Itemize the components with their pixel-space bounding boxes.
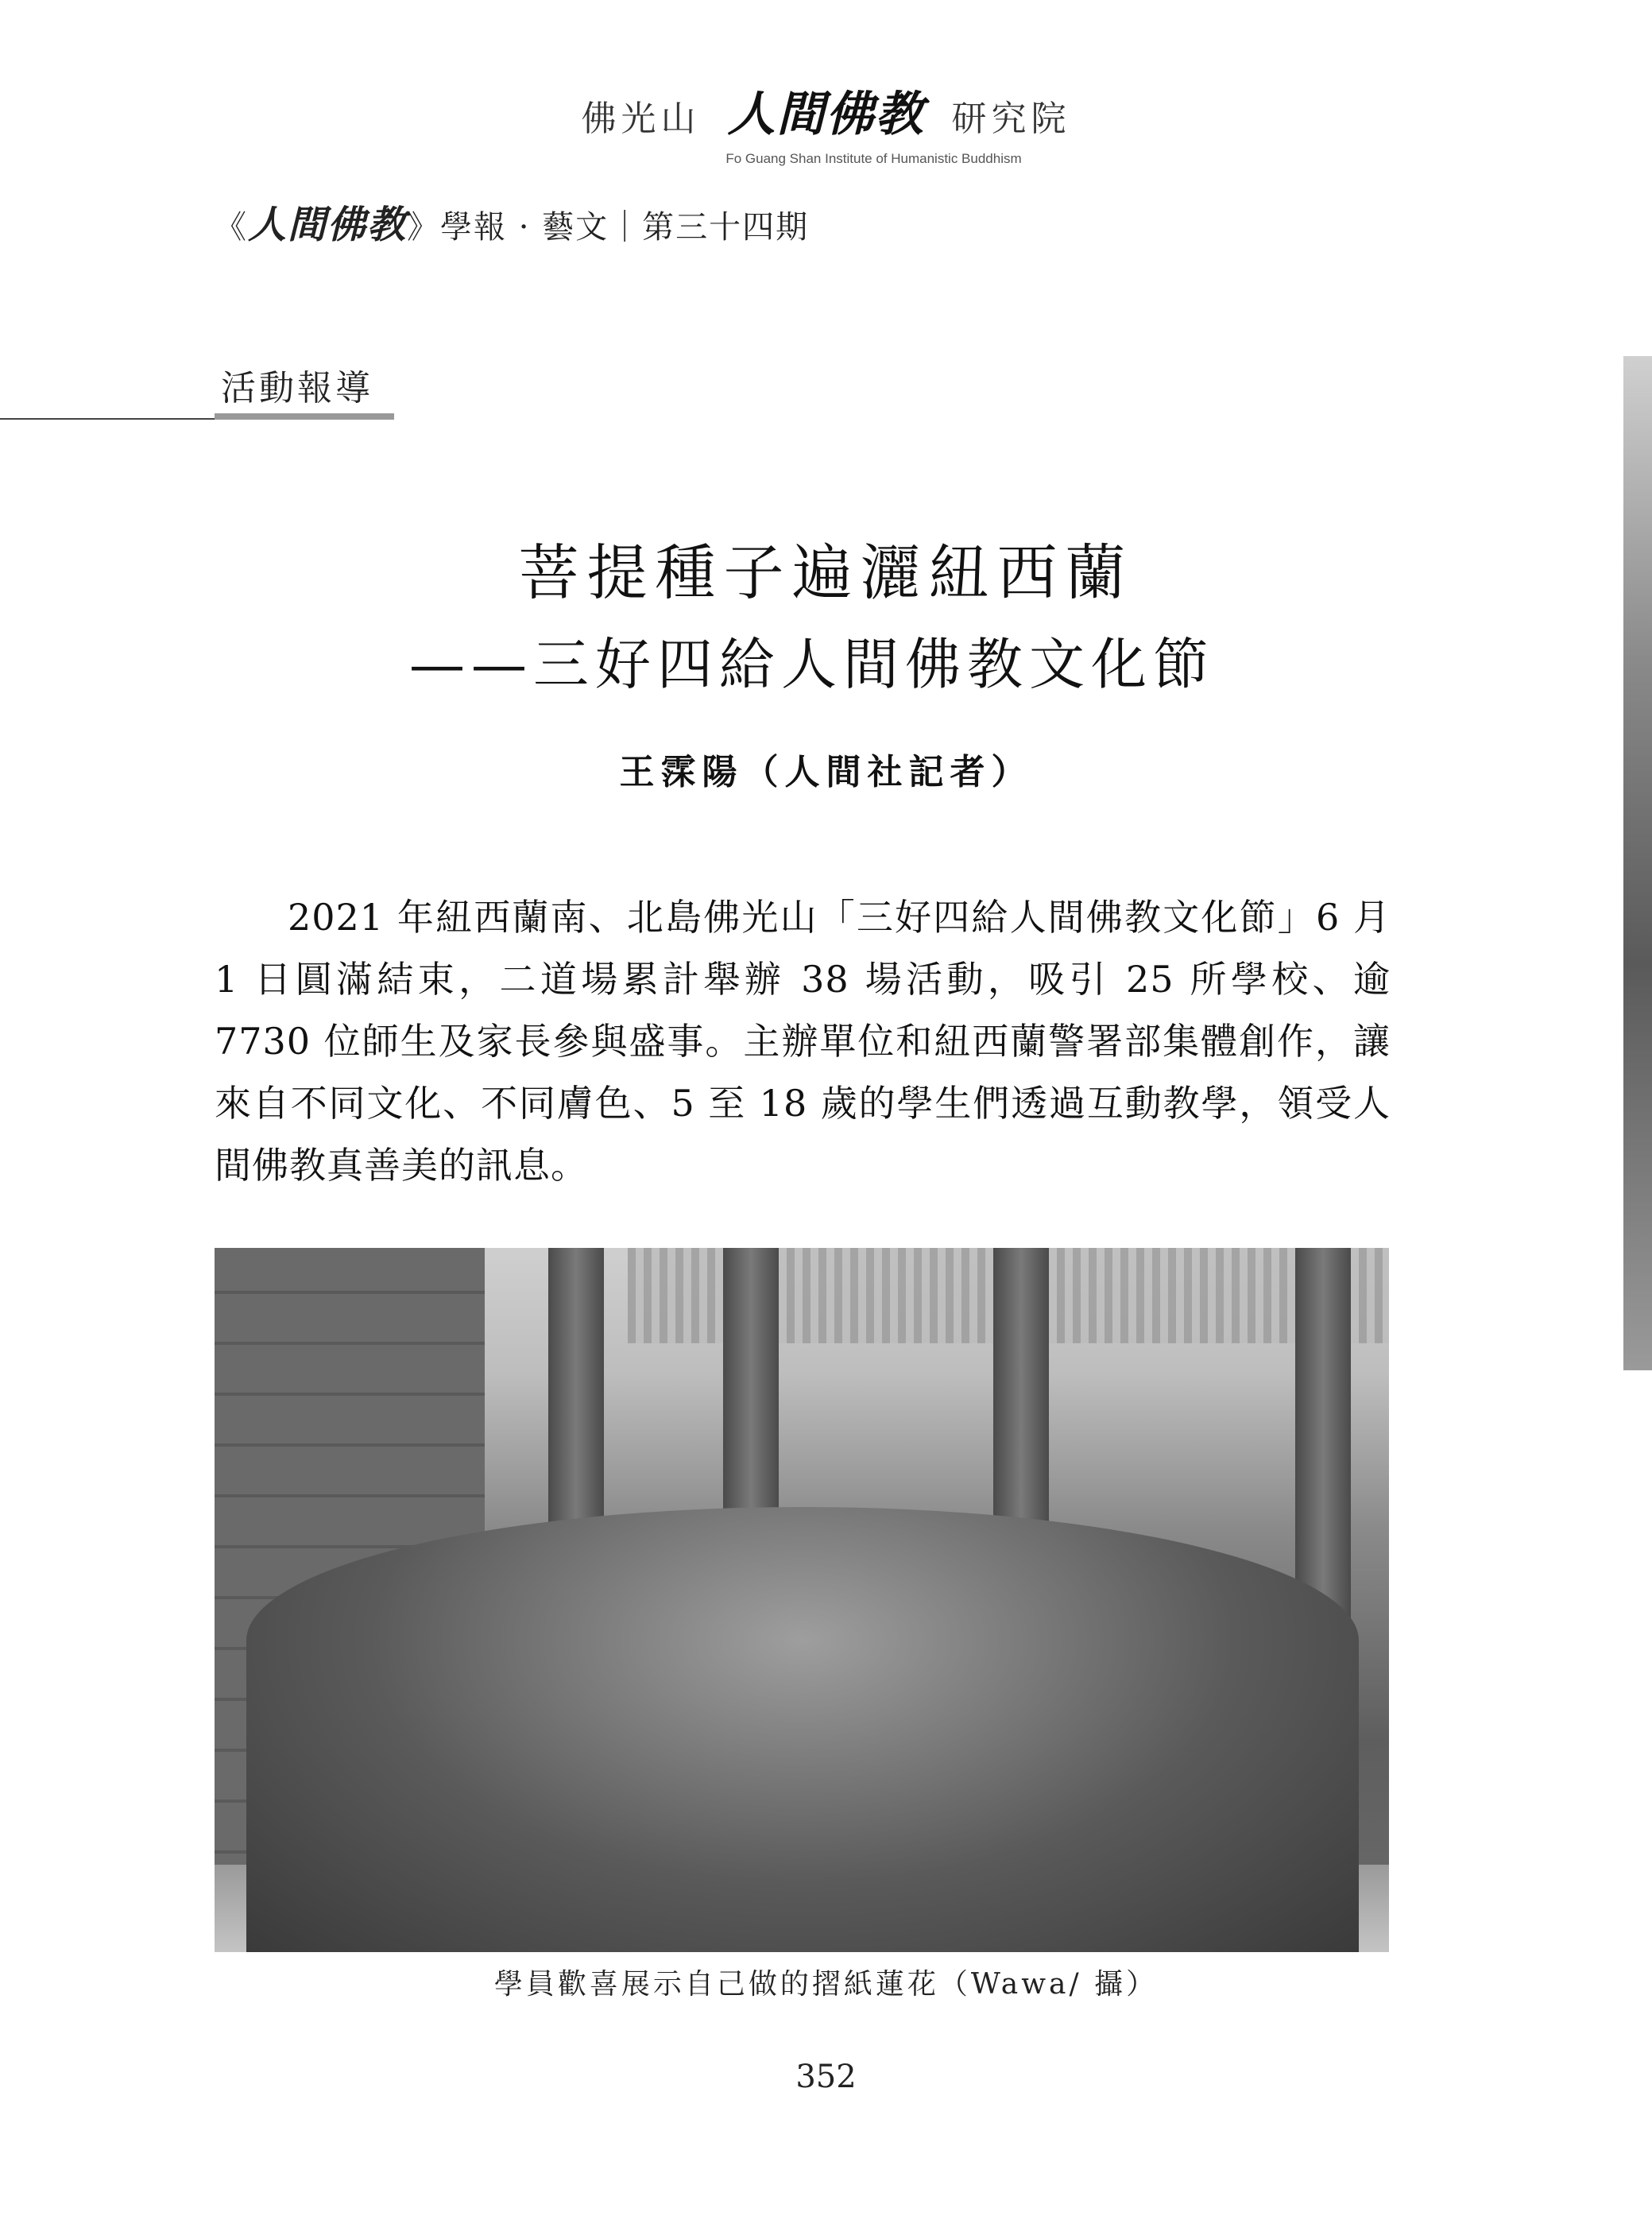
institute-english-name: Fo Guang Shan Institute of Humanistic Buddhism: [725, 151, 1022, 166]
section-label: 活動報導: [221, 368, 373, 409]
photo-students-group: [246, 1507, 1359, 1952]
running-head-issue: 》學報 · 藝文｜第三十四期: [407, 209, 810, 246]
page-number: 352: [795, 2059, 857, 2095]
photo-caption: 學員歡喜展示自己做的摺紙蓮花（Wawa/ 攝）: [493, 1968, 1159, 2001]
section-underline: [215, 413, 394, 420]
institute-header: [0, 76, 1652, 167]
article-photo: [215, 1248, 1389, 1952]
institute-suffix: 研究院: [951, 99, 1071, 139]
article-body: 2021 年紐西蘭南、北島佛光山「三好四給人間佛教文化節」6 月 1 日圓滿結束，二道場累計舉辦 38 場活動，吸引 25 所學校、逾 7730 位師生及家長參與盛事。主辦單位和紐西蘭警署部集體創作，讓來自不同文化、不同膚色、5 至 18 歲的學生們透過互動教學，領受人間佛教真善美的訊息。: [215, 896, 1391, 1187]
institute-name: [0, 76, 1652, 145]
article-subtitle: ——三好四給人間佛教文化節: [409, 632, 1215, 697]
running-head: [215, 194, 809, 249]
institute-prefix: 佛光山: [581, 99, 701, 139]
journal-logo: 人間佛教: [248, 203, 408, 247]
running-head-open-bracket: 《: [215, 209, 248, 246]
institute-logo: 人間佛教: [727, 87, 925, 142]
page-edge-thumb-tab: [1623, 356, 1652, 1370]
article-byline: 王霂陽（人間社記者）: [619, 752, 1033, 792]
article-title: 菩提種子遍灑紐西蘭: [518, 537, 1134, 608]
